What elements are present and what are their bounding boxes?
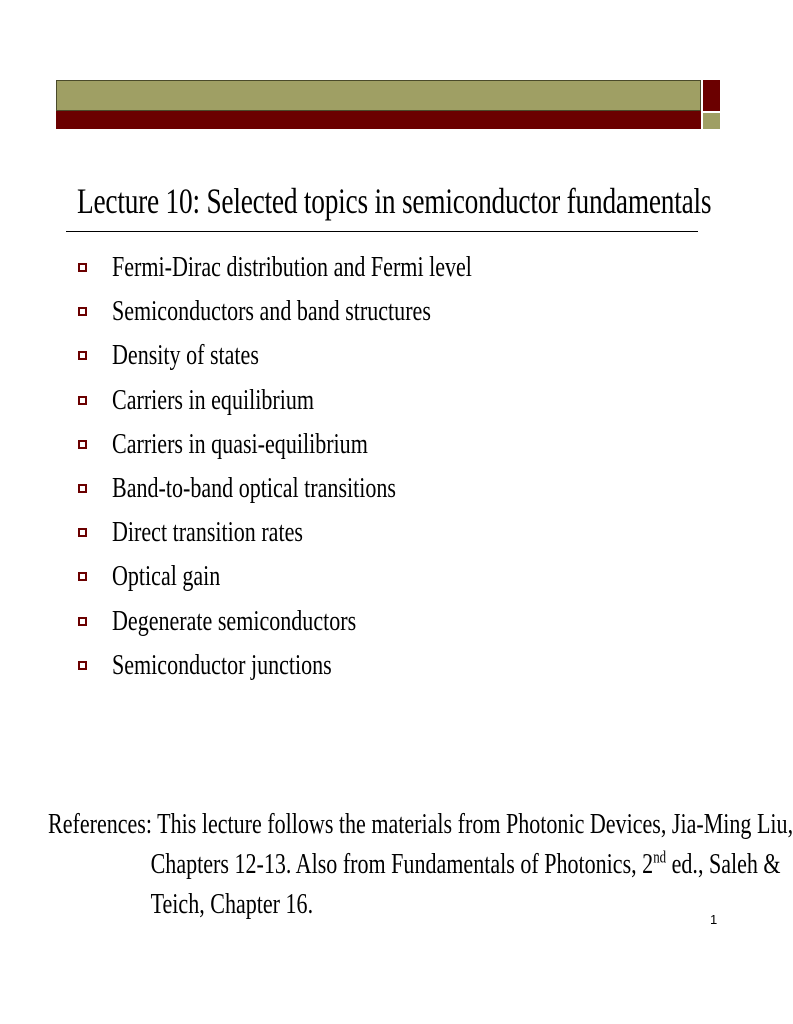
list-item-text: Band-to-band optical transitions — [112, 471, 397, 504]
list-item-text: Optical gain — [112, 560, 221, 593]
list-item-text: Semiconductors and band structures — [112, 295, 431, 328]
references-line-2-end: ed., Saleh & — [666, 848, 781, 880]
references-line-1: References: This lecture follows the materials from Photonic Devices, Jia-Ming Liu, — [48, 808, 793, 840]
header-square-bottom — [701, 111, 720, 129]
list-item-text: Direct transition rates — [112, 516, 303, 549]
square-bullet-icon — [78, 484, 87, 493]
references-line-2-start: Chapters 12-13. Also from Fundamentals of Photonics, 2 — [150, 848, 654, 880]
square-bullet-icon — [78, 440, 87, 449]
square-bullet-icon — [78, 528, 87, 537]
square-bullet-icon — [78, 307, 87, 316]
references-line-2 — [48, 844, 793, 884]
list-item-text: Degenerate semiconductors — [112, 604, 357, 637]
references-superscript: nd — [653, 847, 667, 867]
square-bullet-icon — [78, 661, 87, 670]
title-underline — [66, 231, 698, 232]
square-bullet-icon — [78, 351, 87, 360]
square-bullet-icon — [78, 396, 87, 405]
page-number: 1 — [710, 912, 718, 927]
square-bullet-icon — [78, 617, 87, 626]
slide-title: Lecture 10: Selected topics in semiconductor fundamentals — [77, 181, 712, 221]
list-item-text: Semiconductor junctions — [112, 648, 332, 681]
header-bar-maroon — [56, 111, 701, 129]
list-item-text: Density of states — [112, 339, 259, 372]
list-item-text: Carriers in equilibrium — [112, 383, 314, 416]
header-square-top — [701, 80, 720, 111]
references-block — [48, 804, 793, 924]
header-bar-olive — [56, 80, 701, 111]
references-line-3: Teich, Chapter 16. — [150, 888, 314, 920]
square-bullet-icon — [78, 263, 87, 272]
list-item-text: Fermi-Dirac distribution and Fermi level — [112, 251, 472, 283]
list-item-text: Carriers in quasi-equilibrium — [112, 427, 368, 460]
square-bullet-icon — [78, 572, 87, 581]
